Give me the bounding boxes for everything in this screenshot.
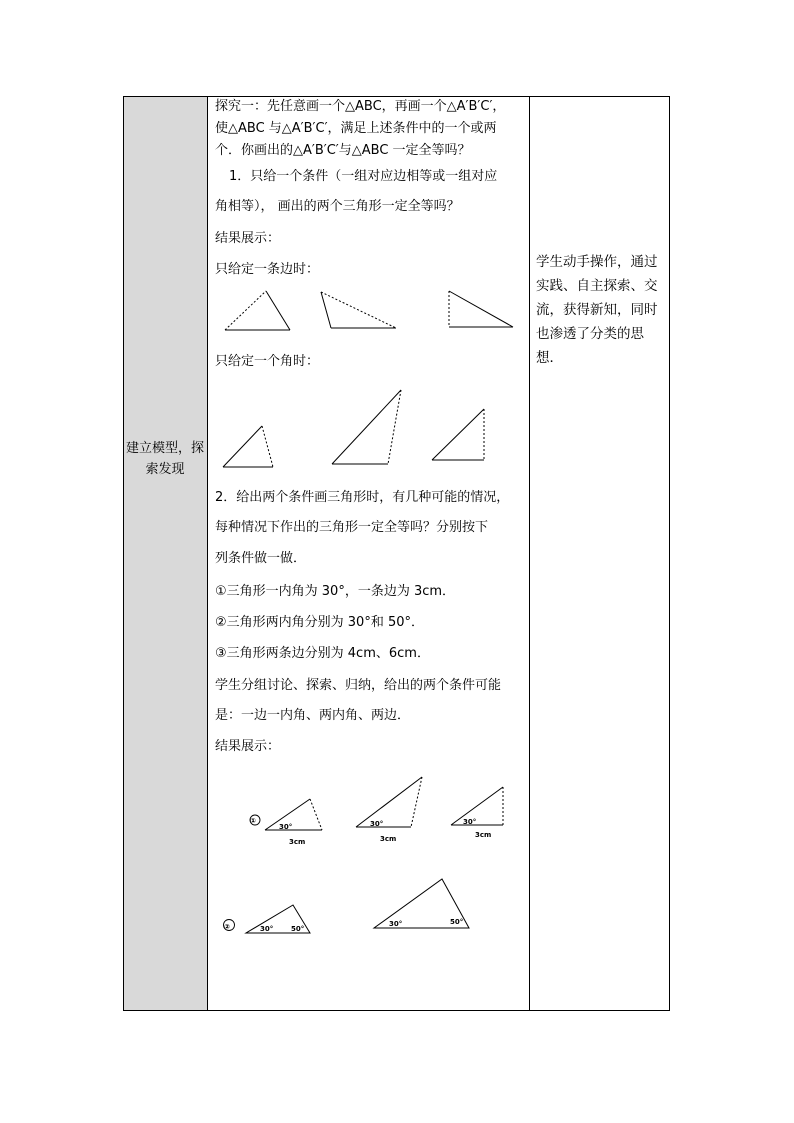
text-line: 学生分组讨论、探索、归纳，给出的两个条件可能	[215, 678, 502, 693]
one-side-triangle-3	[449, 291, 513, 327]
text-line: 只给定一条边时：	[215, 262, 320, 277]
condition-1-triangle-2	[356, 777, 422, 827]
side-length-label: 3cm	[289, 838, 306, 846]
one-side-triangle-2	[321, 292, 396, 328]
angle-label-50: 50°	[291, 925, 305, 933]
condition-1-triangle-3	[451, 787, 503, 825]
one-angle-triangle-3	[432, 409, 484, 460]
text-line: 结果展示：	[215, 739, 281, 754]
angle-label-30: 30°	[370, 820, 384, 828]
angle-label-30: 30°	[389, 920, 403, 928]
text-line: 结果展示：	[215, 231, 281, 246]
design-intent-note: 学生动手操作，通过实践、自主探索、交流，获得新知，同时也渗透了分类的思想．	[536, 254, 658, 366]
one-angle-triangle-2	[332, 390, 401, 464]
side-length-label: 3cm	[380, 835, 397, 843]
text-line: ②三角形两内角分别为 30°和 50°．	[215, 615, 425, 630]
text-line: ①三角形一内角为 30°，一条边为 3cm．	[215, 584, 456, 599]
text-line: ③三角形两条边分别为 4cm、6cm．	[215, 646, 430, 661]
text-line: 1．只给一个条件（一组对应边相等或一组对应	[229, 169, 498, 184]
text-line: 列条件做一做．	[215, 551, 307, 566]
circled-number-1-label: ①	[250, 817, 256, 825]
text-line: 使△ABC 与△A′B′C′，满足上述条件中的一个或两	[215, 121, 497, 136]
text-line: 只给定一个角时：	[215, 354, 320, 369]
angle-label-30: 30°	[260, 925, 274, 933]
angle-label-30: 30°	[279, 823, 293, 831]
text-line: 每种情况下作出的三角形一定全等吗？分别按下	[215, 520, 489, 535]
one-side-triangle-1	[225, 291, 290, 330]
text-line: 探究一：先任意画一个△ABC，再画一个△A′B′C′，	[215, 99, 506, 114]
condition-1-triangle-1	[265, 799, 322, 830]
side-length-label: 3cm	[475, 831, 492, 839]
text-line: 个．你画出的△A′B′C′与△ABC 一定全等吗？	[215, 143, 471, 158]
angle-label-50: 50°	[450, 918, 464, 926]
text-line: 2．给出两个条件画三角形时，有几种可能的情况，	[215, 490, 510, 505]
circled-number-2-label: ②	[224, 923, 230, 931]
text-line: 是：一边一内角、两内角、两边．	[215, 708, 411, 723]
stage-label: 建立模型，探索发现	[125, 441, 204, 477]
text-line: 角相等）， 画出的两个三角形一定全等吗？	[215, 199, 460, 214]
angle-label-30: 30°	[463, 818, 477, 826]
one-angle-triangle-1	[223, 426, 273, 467]
